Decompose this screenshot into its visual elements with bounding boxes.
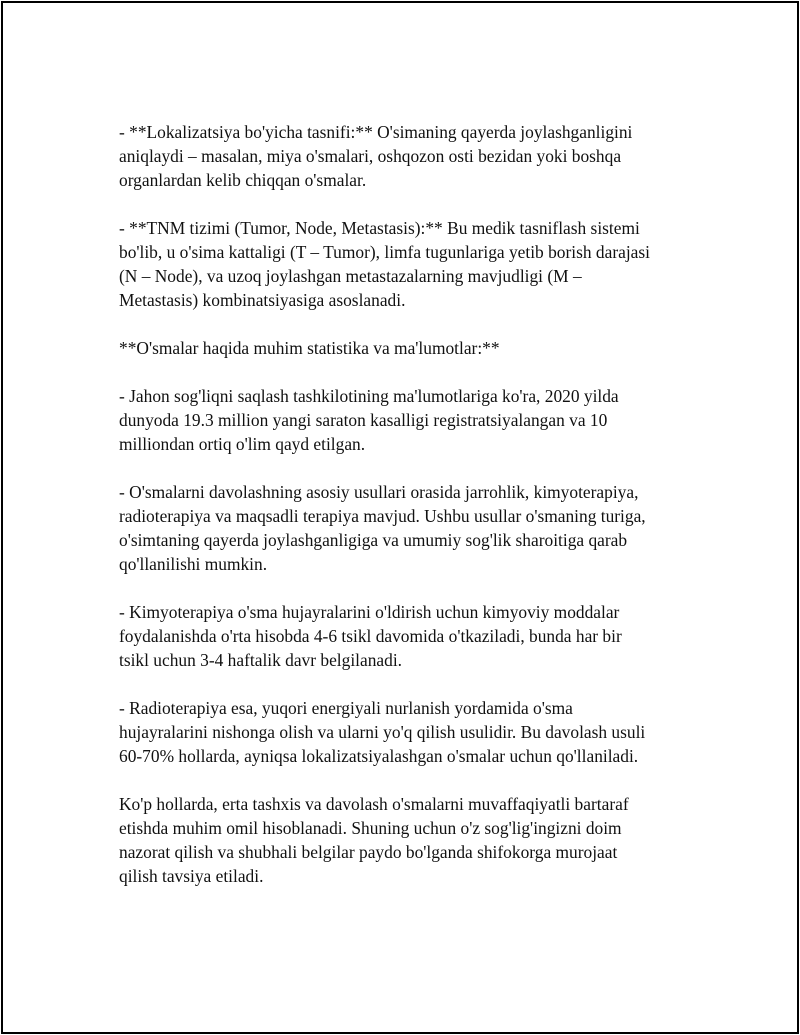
paragraph-tnm-system: - **TNM tizimi (Tumor, Node, Metastasis):** Bu medik tasniflash sistemi bo'lib, u o'sima kattaligi (T – Tumor), limfa tugunlariga yetib borish darajasi (N – Node), va uzoq joylashgan metastazalarning mavjudligi (M – Metastasis) kombinatsiyasiga asoslanadi. bbox=[119, 218, 650, 310]
section-heading-statistics: **O'smalar haqida muhim statistika va ma'lumotlar:** bbox=[119, 338, 500, 358]
paragraph-treatment-methods: - O'smalarni davolashning asosiy usullari orasida jarrohlik, kimyoterapiya, radioterapiya va maqsadli terapiya mavjud. Ushbu usullar o'smaning turiga, o'simtaning qayerda joylashganligiga va umumiy sog'lik sharoitiga qarab qo'llanilishi mumkin. bbox=[119, 482, 646, 574]
page-border bbox=[1, 1, 799, 1034]
paragraph-conclusion: Ko'p hollarda, erta tashxis va davolash o'smalarni muvaffaqiyatli bartaraf etishda muhim omil hisoblanadi. Shuning uchun o'z sog'lig'ingizni doim nazorat qilish va shubhali belgilar paydo bo'lganda shifokorga murojaat qilish tavsiya etiladi. bbox=[119, 794, 629, 886]
paragraph-who-statistics: - Jahon sog'liqni saqlash tashkilotining ma'lumotlariga ko'ra, 2020 yilda dunyoda 19.3 million yangi saraton kasalligi registratsiyalangan va 10 milliondan ortiq o'lim qayd etilgan. bbox=[119, 386, 619, 454]
document-body bbox=[119, 120, 699, 888]
paragraph-radiotherapy: - Radioterapiya esa, yuqori energiyali nurlanish yordamida o'sma hujayralarini nishonga olish va ularni yo'q qilish usulidir. Bu davolash usuli 60-70% hollarda, ayniqsa lokalizatsiyalashgan o'smalar uchun qo'llaniladi. bbox=[119, 698, 646, 766]
paragraph-localization-classification: - **Lokalizatsiya bo'yicha tasnifi:** O'simaning qayerda joylashganligini aniqlaydi – masalan, miya o'smalari, oshqozon osti bezidan yoki boshqa organlardan kelib chiqqan o'smalar. bbox=[119, 122, 633, 190]
paragraph-chemotherapy: - Kimyoterapiya o'sma hujayralarini o'ldirish uchun kimyoviy moddalar foydalanishda o'rta hisobda 4-6 tsikl davomida o'tkaziladi, bunda har bir tsikl uchun 3-4 haftalik davr belgilanadi. bbox=[119, 602, 622, 670]
